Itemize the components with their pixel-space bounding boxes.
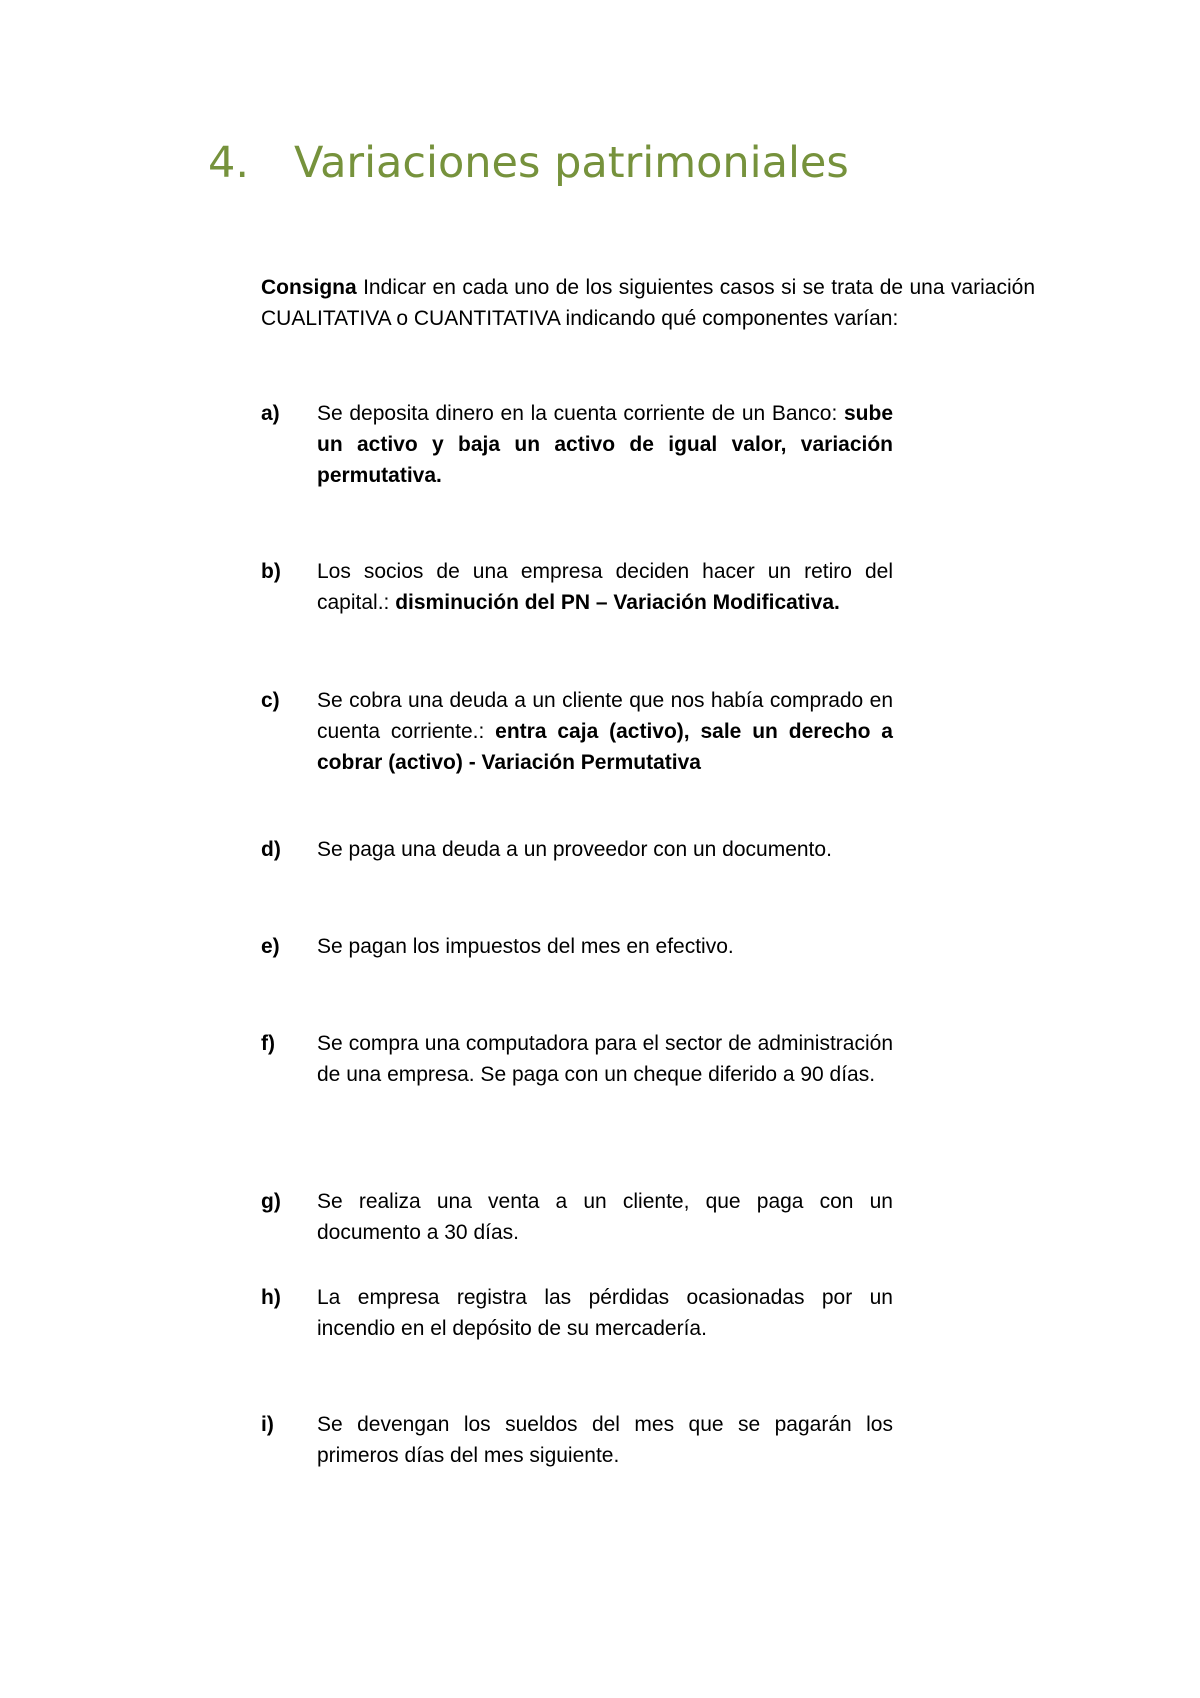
item-letter: a) (261, 402, 280, 425)
item-text (317, 931, 893, 962)
list-item-c (261, 685, 893, 778)
consigna-label: Consigna (261, 276, 357, 299)
list-item-g (261, 1186, 893, 1248)
item-letter: e) (261, 935, 280, 958)
item-text (317, 1028, 893, 1090)
item-text (317, 1186, 893, 1248)
item-text (317, 1282, 893, 1344)
section-number: 4. (208, 138, 250, 188)
item-letter: d) (261, 838, 281, 861)
item-text (317, 398, 893, 491)
item-question: Se pagan los impuestos del mes en efectivo. (317, 935, 734, 958)
item-answer: entra caja (activo), sale un derecho a cobrar (activo) - Variación Permutativa (317, 720, 893, 774)
list-item-i (261, 1409, 893, 1471)
item-text (317, 685, 893, 778)
item-letter: f) (261, 1032, 275, 1055)
item-letter: c) (261, 689, 280, 712)
item-question: Se cobra una deuda a un cliente que nos había comprado en cuenta corriente.: (317, 689, 893, 743)
item-question: La empresa registra las pérdidas ocasionadas por un incendio en el depósito de su mercadería. (317, 1286, 893, 1340)
item-question: Se compra una computadora para el sector de administración de una empresa. Se paga con un cheque diferido a 90 días. (317, 1032, 893, 1086)
list-item-f (261, 1028, 893, 1090)
item-text (317, 556, 893, 618)
consigna-text: Indicar en cada uno de los siguientes casos si se trata de una variación CUALITATIVA o CUANTITATIVA indicando qué componentes varían: (261, 276, 1035, 330)
item-text (317, 834, 893, 865)
item-answer: disminución del PN – Variación Modificativa. (395, 591, 840, 614)
item-letter: b) (261, 560, 281, 583)
section-title: Variaciones patrimoniales (294, 138, 849, 188)
item-letter: h) (261, 1286, 281, 1309)
list-item-b (261, 556, 893, 618)
item-question: Se deposita dinero en la cuenta corriente de un Banco: (317, 402, 844, 425)
consigna-paragraph (261, 272, 1035, 334)
section-heading (208, 138, 849, 188)
list-item-a (261, 398, 893, 491)
item-question: Se paga una deuda a un proveedor con un documento. (317, 838, 832, 861)
item-question: Se devengan los sueldos del mes que se pagarán los primeros días del mes siguiente. (317, 1413, 893, 1467)
list-item-h (261, 1282, 893, 1344)
item-question: Se realiza una venta a un cliente, que paga con un documento a 30 días. (317, 1190, 893, 1244)
item-letter: g) (261, 1190, 281, 1213)
item-question: Los socios de una empresa deciden hacer un retiro del capital.: (317, 560, 893, 614)
list-item-d (261, 834, 893, 865)
item-text (317, 1409, 893, 1471)
item-letter: i) (261, 1413, 274, 1436)
list-item-e (261, 931, 893, 962)
item-answer: sube un activo y baja un activo de igual valor, variación permutativa. (317, 402, 893, 487)
